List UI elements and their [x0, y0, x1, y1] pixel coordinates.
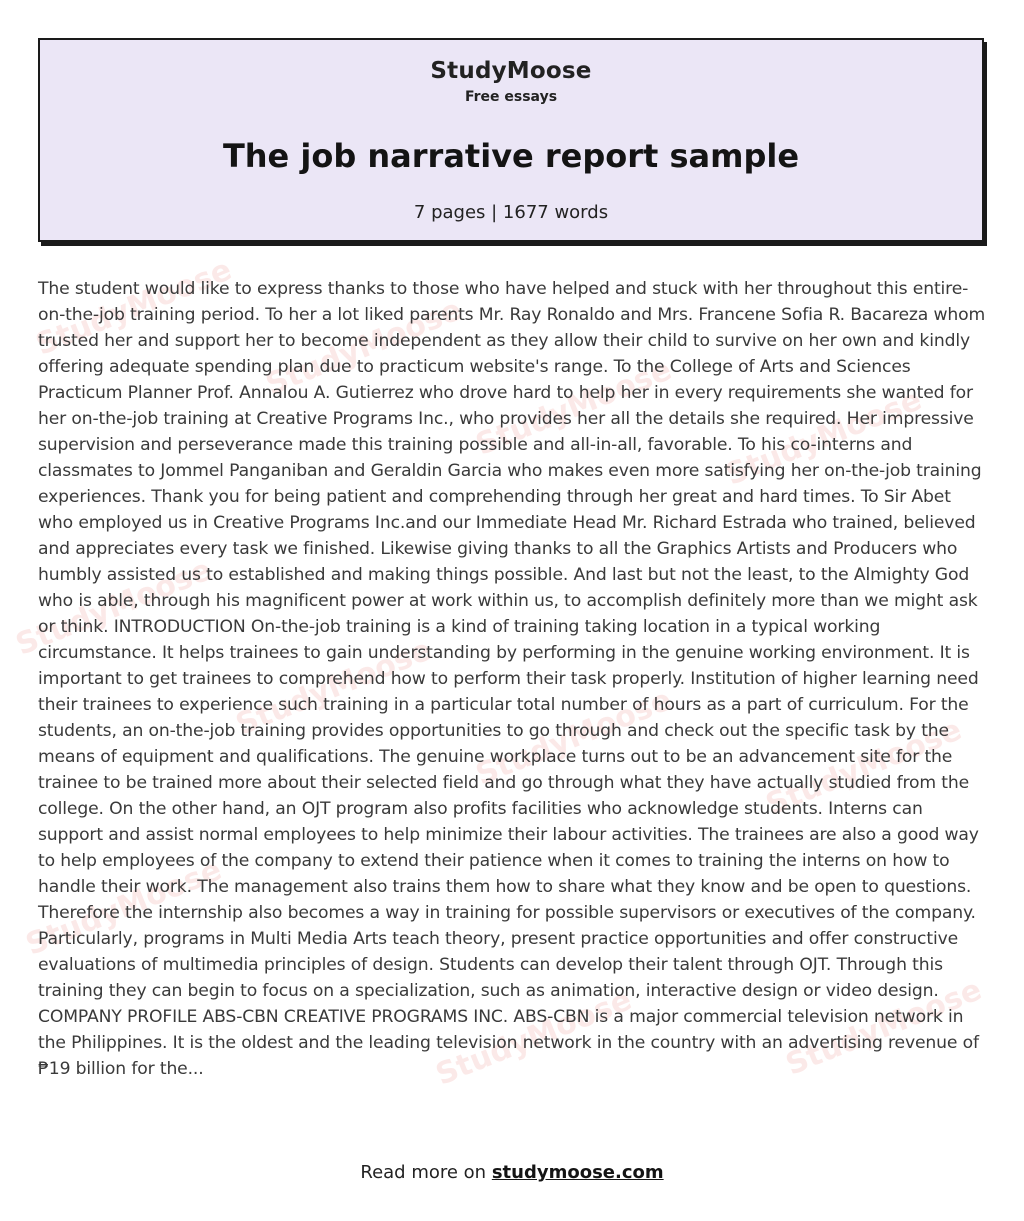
page-title: The job narrative report sample — [222, 137, 800, 175]
watermark: StudyMoose — [261, 292, 467, 403]
watermark: StudyMoose — [471, 682, 677, 793]
watermark: StudyMoose — [471, 352, 677, 463]
watermark: StudyMoose — [781, 972, 987, 1083]
watermark: StudyMoose — [721, 382, 927, 493]
watermark: StudyMoose — [231, 632, 437, 743]
read-more-line — [0, 1162, 1024, 1183]
watermark: StudyMoose — [761, 712, 967, 823]
essay-meta: 7 pages | 1677 words — [413, 202, 609, 223]
essay-header-card — [38, 38, 984, 242]
studymoose-link[interactable]: studymoose.com — [491, 1162, 664, 1183]
watermark: StudyMoose — [11, 552, 217, 663]
watermark: StudyMoose — [431, 982, 637, 1093]
watermark: StudyMoose — [21, 852, 227, 963]
essay-body-text: The student would like to express thanks to those who have helped and stuck with her throughout this entire-on-the-job training period. To her a lot liked parents Mr. Ray Ronaldo and Mrs. Francene Sofia R. Bacareza whom trusted her and support her to become independent as they allow their child to survive on her own and kindly offering adequate spending plan due to practicum website's range. To the College of Arts and Sciences Practicum Planner Prof. Annalou A. Gutierrez who drove hard to help her in every requirements she wanted for her on-the-job training at Creative Programs Inc., who provides her all the details she required. Her impressive supervision and perseverance made this training possible and all-in-all, favorable. To his co-interns and classmates to Jommel Panganiban and Geraldin Garcia who makes even more satisfying her on-the-job training experiences. Thank you for being patient and comprehending through her great and hard times. To Sir Abet who employed us in Creative Programs Inc.and our Immediate Head Mr. Richard Estrada who trained, believed and appreciates every task we finished. Likewise giving thanks to all the Graphics Artists and Producers who humbly assisted us to established and making things possible. And last but not the least, to the Almighty God who is able, through his magnificent power at work within us, to accomplish definitely more than we might ask or think. INTRODUCTION On-the-job training is a kind of training taking location in a typical working circumstance. It helps trainees to gain understanding by performing in the genuine working environment. It is important to get trainees to comprehend how to perform their task properly. Institution of higher learning need their trainees to experience such training in a particular total number of hours as a part of curriculum. For the students, an on-the-job training provides opportunities to go through and check out the specific task by the means of equipment and qualifications. The genuine workplace turns out to be an advancement site for the trainee to be trained more about their selected field and go through what they have actually studied from the college. On the other hand, an OJT program also profits facilities who acknowledge students. Interns can support and assist normal employees to help minimize their labour activities. The trainees are also a good way to help employees of the company to extend their patience when it comes to training the interns on how to handle their work. The management also trains them how to share what they know and be open to questions. Therefore the internship also becomes a way in training for possible supervisors or executives of the company. Particularly, programs in Multi Media Arts teach theory, present practice opportunities and offer constructive evaluations of multimedia principles of design. Students can develop their talent through OJT. Through this training they can begin to focus on a specialization, such as animation, interactive design or video design. COMPANY PROFILE ABS-CBN CREATIVE PROGRAMS INC. ABS-CBN is a major commercial television network in the Philippines. It is the oldest and the leading television network in the country with an advertising revenue of ₱19 billion for the... — [38, 279, 986, 1079]
brand-logo[interactable]: StudyMoose — [430, 58, 592, 84]
watermark: StudyMoose — [31, 252, 237, 363]
brand-tagline: Free essays — [464, 89, 558, 105]
read-more-prefix: Read more on — [360, 1162, 487, 1183]
